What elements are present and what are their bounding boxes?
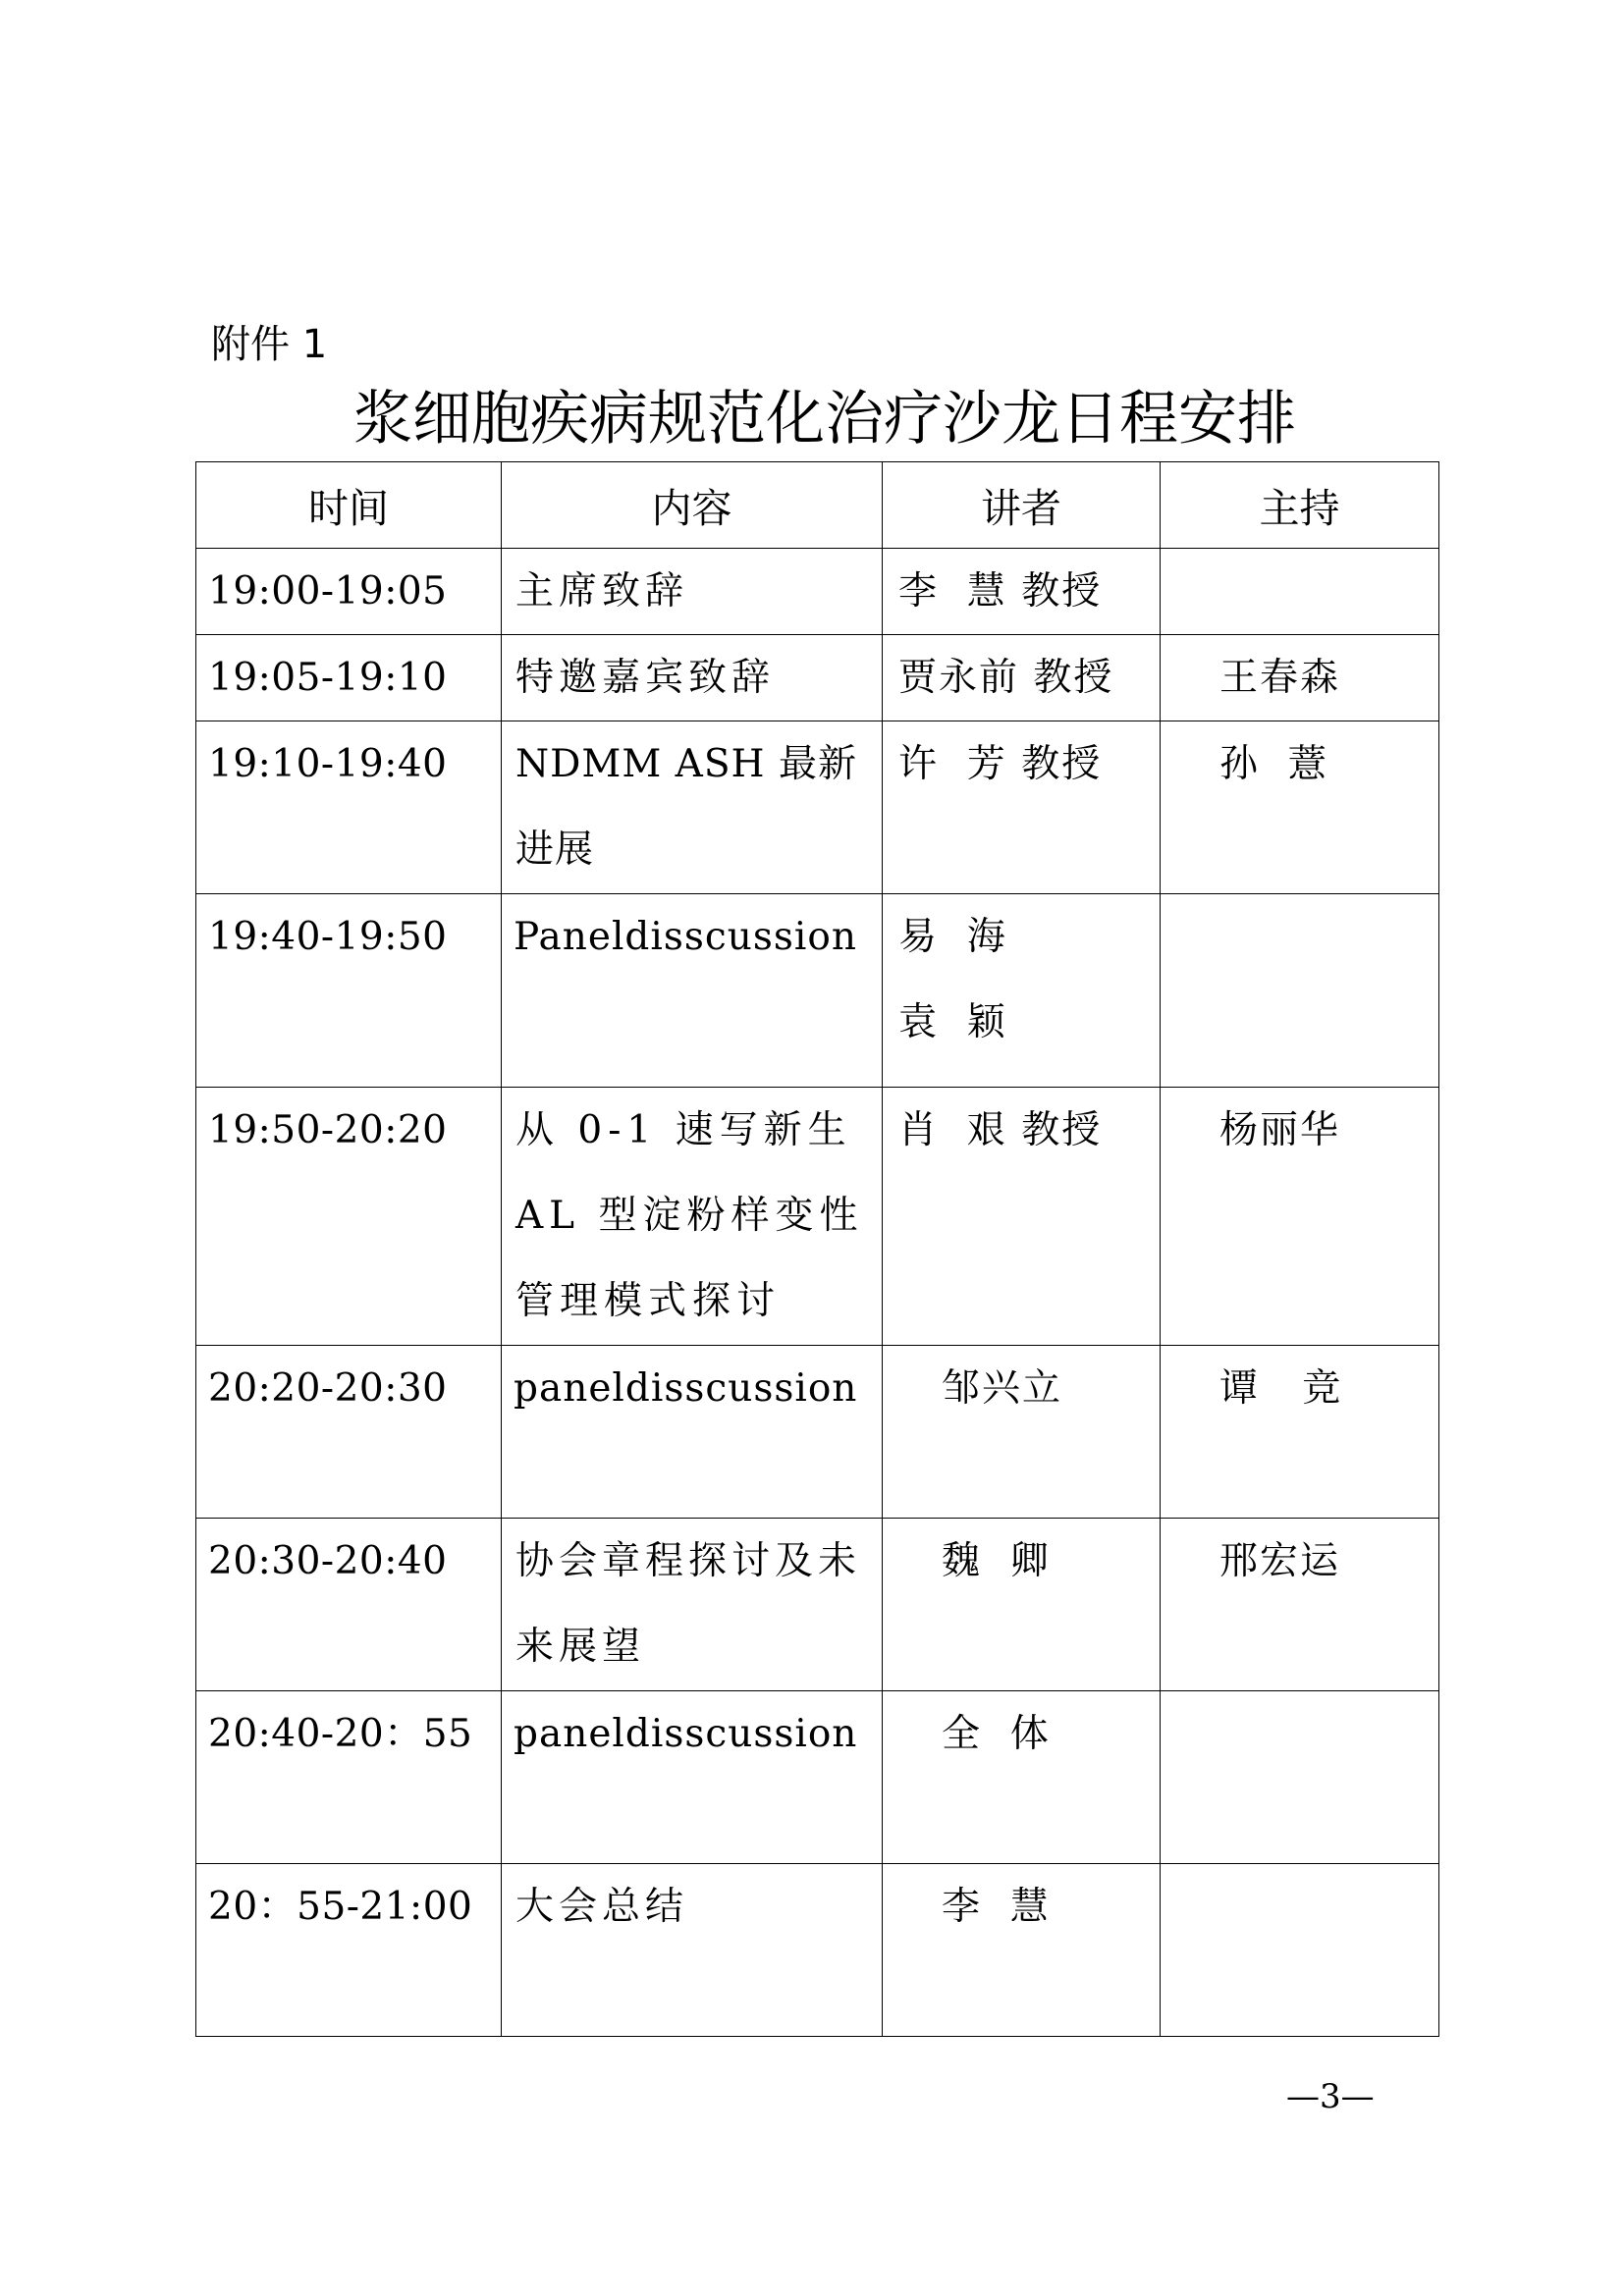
table-row [196,1519,1439,1691]
table-header-row [196,462,1439,549]
host-text: 王春森 [1219,656,1341,700]
content-text: 从 0-1 速写新生AL 型淀粉样变性管理模式探讨 [515,1108,864,1323]
host-cell [1161,1088,1439,1346]
content-cell [502,721,883,894]
table-row [196,549,1439,635]
time-text: 19:40-19:50 [208,915,448,959]
content-text: 协会章程探讨及未来展望 [515,1539,862,1669]
attachment-label: 附件 1 [211,322,328,367]
speaker-cell [883,894,1161,1088]
table-row [196,1088,1439,1346]
time-text: 19:10-19:40 [208,742,448,786]
time-text: 19:50-20:20 [208,1108,448,1152]
content-text: NDMM ASH 最新进展 [515,742,857,872]
table-row [196,635,1439,721]
content-cell [502,1346,883,1519]
content-text: paneldisscussion [514,1366,858,1411]
host-text: 谭 竞 [1219,1366,1343,1411]
time-text: 20:20-20:30 [208,1366,448,1411]
host-text: 杨丽华 [1219,1108,1341,1152]
schedule-table [195,461,1439,2037]
time-cell [196,1088,502,1346]
speaker-cell [883,1864,1161,2037]
time-cell [196,549,502,635]
content-text: paneldisscussion [514,1712,858,1756]
time-cell [196,721,502,894]
time-cell [196,635,502,721]
speaker-cell [883,1519,1161,1691]
content-cell [502,549,883,635]
speaker-cell [883,635,1161,721]
host-cell [1161,635,1439,721]
content-cell [502,635,883,721]
speaker-text: 李 慧 教授 [898,569,1103,614]
speaker-text: 许 芳 教授 [898,742,1103,786]
content-text: 大会总结 [515,1885,689,1929]
time-text: 19:05-19:10 [208,656,448,700]
host-cell [1161,1519,1439,1691]
content-cell [502,894,883,1088]
speaker-text: 魏 卿 [942,1539,1051,1583]
speaker-text: 全 体 [942,1712,1051,1756]
speaker-text: 邹兴立 [942,1366,1063,1411]
table-row [196,1864,1439,2037]
speaker-text: 易 海 袁 颖 [898,915,1007,1044]
host-cell [1161,549,1439,635]
table-row [196,1346,1439,1519]
host-cell [1161,894,1439,1088]
content-cell [502,1519,883,1691]
speaker-text: 肖 艰 教授 [898,1108,1103,1152]
speaker-cell [883,1691,1161,1864]
host-cell [1161,1864,1439,2037]
page-title: 浆细胞疾病规范化治疗沙龙日程安排 [353,385,1296,454]
time-text: 20:30-20:40 [208,1539,448,1583]
speaker-cell [883,1088,1161,1346]
time-text: 20：55-21:00 [208,1885,473,1929]
host-cell [1161,1691,1439,1864]
host-text: 邢宏运 [1219,1539,1341,1583]
host-text: 孙 薏 [1219,742,1328,786]
content-text: Paneldisscussion [514,915,857,959]
content-text: 特邀嘉宾致辞 [515,656,776,700]
time-cell [196,1519,502,1691]
content-text: 主席致辞 [515,569,689,614]
column-header-content: 内容 [502,462,883,549]
speaker-text: 贾永前 教授 [898,656,1114,700]
speaker-cell [883,549,1161,635]
time-cell [196,894,502,1088]
content-cell [502,1088,883,1346]
time-cell [196,1864,502,2037]
table-row [196,1691,1439,1864]
speaker-text: 李 慧 [942,1885,1051,1929]
page-number: —3— [1286,2077,1375,2116]
speaker-cell [883,1346,1161,1519]
table-row [196,721,1439,894]
time-cell [196,1346,502,1519]
host-cell [1161,1346,1439,1519]
time-cell [196,1691,502,1864]
content-cell [502,1691,883,1864]
host-cell [1161,721,1439,894]
column-header-speaker: 讲者 [883,462,1161,549]
content-cell [502,1864,883,2037]
time-text: 20:40-20：55 [208,1712,473,1756]
table-row [196,894,1439,1088]
speaker-cell [883,721,1161,894]
column-header-time: 时间 [196,462,502,549]
column-header-host: 主持 [1161,462,1439,549]
time-text: 19:00-19:05 [208,569,448,614]
